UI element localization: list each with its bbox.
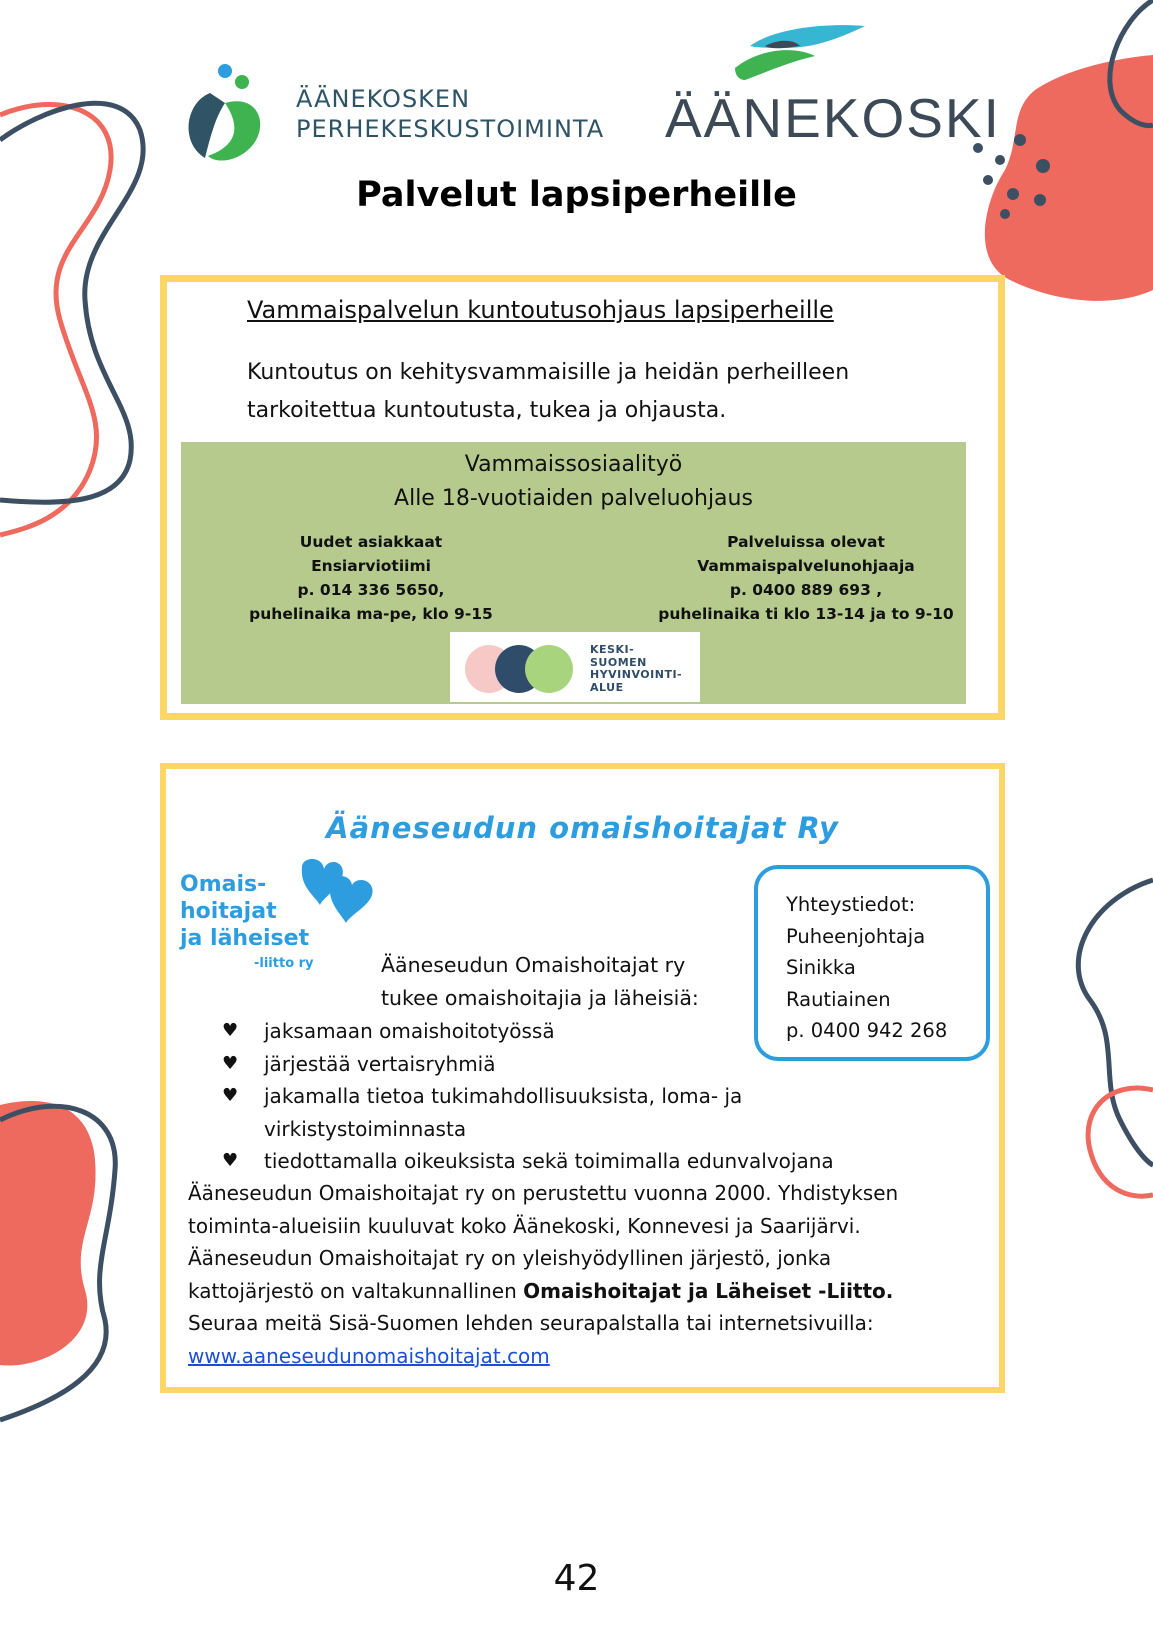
circles-logo-icon bbox=[464, 644, 584, 694]
umbrella-org-line: kattojärjestö on valtakunnallinen Omaishoitajat ja Läheiset -Liitto. bbox=[188, 1278, 894, 1303]
family-figure-icon bbox=[180, 58, 290, 168]
association-description: Ääneseudun Omaishoitajat ry on perustettu vuonna 2000. Yhdistyksen toiminta-alueisiin kuuluvat koko Äänekoski, Konnevesi ja Saarijärvi. Ääneseudun Omaishoitajat ry on yleishyödyllinen järjestö, jonka kattojärjestö on valtakunnallinen Omaishoitajat ja Läheiset -Liitto. Seuraa meitä Sisä-Suomen lehden seurapalstalla tai internetsivuilla: www.aaneseudunomaishoitajat.com bbox=[188, 1177, 998, 1372]
vammaispalvelu-box bbox=[160, 275, 1005, 720]
heart-bullet-icon: ♥ bbox=[222, 1150, 239, 1171]
omaishoitajat-box bbox=[160, 763, 1005, 1393]
list-item: ♥ jaksamaan omaishoitotyössä bbox=[222, 1015, 922, 1048]
keski-suomen-logo-text: KESKI- SUOMEN HYVINVOINTI- ALUE bbox=[590, 643, 683, 694]
contact-existing-clients: Palveluissa olevat Vammaispalvelunohjaaja p. 0400 889 693 , puhelinaika ti klo 13-14 ja to 9-10 bbox=[658, 533, 954, 623]
perhekeskus-logo-text: ÄÄNEKOSKEN PERHEKESKUSTOIMINTA bbox=[296, 85, 605, 143]
omaishoitajat-logo bbox=[180, 857, 380, 977]
support-list bbox=[222, 1015, 922, 1178]
coral-blob-left-bottom bbox=[0, 1101, 96, 1366]
page-number: 42 bbox=[553, 1558, 600, 1599]
website-link[interactable]: www.aaneseudunomaishoitajat.com bbox=[188, 1343, 550, 1368]
perhekeskus-logo bbox=[180, 58, 610, 168]
box2-intro: Ääneseudun Omaishoitajat ry tukee omaishoitajia ja läheisiä: bbox=[381, 953, 699, 1010]
navy-curve-left-top bbox=[0, 103, 143, 502]
omaishoitajat-logo-sub: -liitto ry bbox=[254, 956, 314, 971]
box2-title: Ääneseudun omaishoitajat Ry bbox=[326, 811, 839, 845]
box1-heading: Vammaispalvelun kuntoutusohjaus lapsiperheille bbox=[247, 296, 834, 324]
coral-curve-left-top bbox=[0, 104, 111, 535]
list-item: ♥ järjestää vertaisryhmiä bbox=[222, 1048, 922, 1081]
heart-bullet-icon: ♥ bbox=[222, 1085, 239, 1106]
swoosh-icon bbox=[665, 18, 865, 88]
heart-bullet-icon: ♥ bbox=[222, 1052, 239, 1074]
omaishoitajat-logo-text: Omais- hoitajat ja läheiset bbox=[180, 872, 310, 951]
panel-title: Vammaissosiaalityö bbox=[464, 452, 683, 477]
coral-curve-right-bottom bbox=[1088, 1088, 1153, 1196]
panel-subtitle: Alle 18-vuotiaiden palveluohjaus bbox=[394, 486, 753, 511]
double-heart-icon bbox=[292, 857, 382, 937]
page-title: Palvelut lapsiperheille bbox=[356, 175, 797, 215]
vammaissosiaalityo-panel bbox=[181, 442, 966, 704]
aanekoski-logo-text: ÄÄNEKOSKI bbox=[665, 87, 1001, 149]
aanekoski-logo bbox=[665, 18, 1001, 149]
contact-info-box: Yhteystiedot: Puheenjohtaja Sinikka Rautiainen p. 0400 942 268 bbox=[754, 865, 990, 1061]
heart-bullet-icon: ♥ bbox=[222, 1020, 239, 1041]
contact-new-clients: Uudet asiakkaat Ensiarviotiimi p. 014 336 5650, puhelinaika ma-pe, klo 9-15 bbox=[249, 533, 493, 623]
box1-description: Kuntoutus on kehitysvammaisille ja heidän perheilleen tarkoitettua kuntoutusta, tukea ja ohjausta. bbox=[247, 360, 850, 423]
keski-suomen-hyvinvointialue-logo bbox=[450, 632, 700, 702]
list-item: ♥ jakamalla tietoa tukimahdollisuuksista, loma- ja virkistystoiminnasta bbox=[222, 1080, 784, 1145]
list-item: ♥ tiedottamalla oikeuksista sekä toimimalla edunvalvojana bbox=[222, 1145, 922, 1178]
